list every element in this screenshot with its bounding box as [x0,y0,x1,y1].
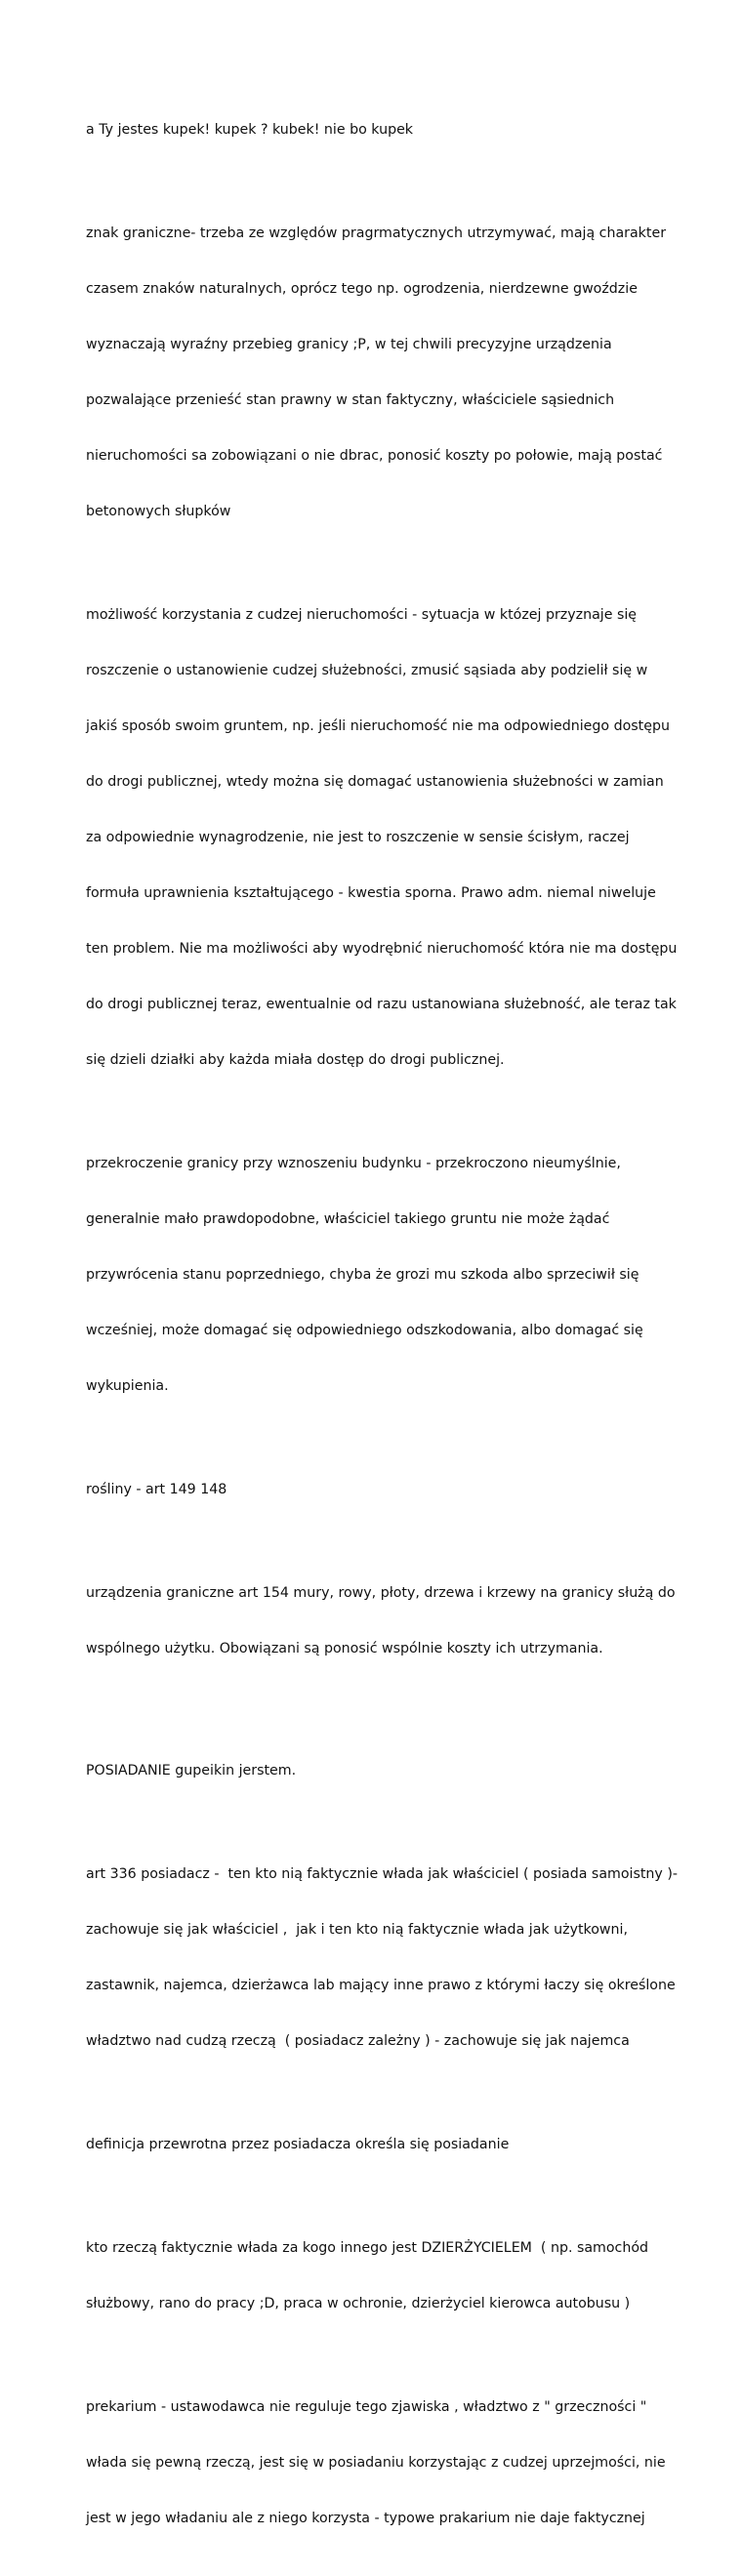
text-line: prekarium - ustawodawca nie reguluje tego zjawiska , władztwo z " grzeczności " [86,2399,647,2415]
text-line: wcześniej, może domagać się odpowiedniego odszkodowania, albo domagać się [86,1323,643,1338]
text-line: wyznaczają wyraźny przebieg granicy ;P, w tej chwili precyzyjne urządzenia [86,337,612,352]
paragraph-11 [86,2361,672,2565]
text-line: jakiś sposób swoim gruntem, np. jeśli nieruchomość nie ma odpowiedniego dostępu [86,718,670,734]
text-line: się dzieli działki aby każda miała dostęp do drogi publicznej. [86,1052,505,1068]
text-line: do drogi publicznej, wtedy można się domagać ustanowienia służebności w zamian [86,774,664,790]
paragraph-3 [86,569,678,1107]
paragraph-8 [86,1828,678,2088]
text-line: rośliny - art 149 148 [86,1482,227,1497]
text-line: do drogi publicznej teraz, ewentualnie od razu ustanowiana służebność, ale teraz tak [86,997,677,1012]
paragraph-9 [86,2099,672,2191]
text-line: a Ty jestes kupek! kupek ? kubek! nie bo kupek [86,122,414,138]
paragraph-1 [86,84,672,177]
paragraph-5 [86,1444,672,1536]
paragraph-6 [86,1547,676,1696]
text-line: art 336 posiadacz - ten kto nią faktycznie włada jak właściciel ( posiada samoistny )- [86,1866,678,1882]
text-line: pozwalające przenieść stan prawny w stan faktyczny, właściciele sąsiednich [86,392,615,408]
text-line: ten problem. Nie ma możliwości aby wyodrębnić nieruchomość która nie ma dostępu [86,941,678,957]
text-line: służbowy, rano do pracy ;D, praca w ochronie, dzierżyciel kierowca autobusu ) [86,2296,631,2311]
text-line: betonowych słupków [86,504,231,519]
paragraph-10 [86,2202,672,2351]
text-line: generalnie mało prawdopodobne, właściciel takiego gruntu nie może żądać [86,1211,610,1227]
text-line: jest w jego władaniu ale z niego korzysta - typowe prakarium nie daje faktycznej [86,2511,645,2526]
text-line: roszczenie o ustanowienie cudzej służebności, zmusić sąsiada aby podzielił się w [86,663,648,678]
text-line: formuła uprawnienia kształtującego - kwestia sporna. Prawo adm. niemal niweluje [86,885,656,901]
text-line: nieruchomości sa zobowiązani o nie dbrac, ponosić koszty po połowie, mają postać [86,448,663,464]
text-line: kto rzeczą faktycznie włada za kogo innego jest DZIERŻYCIELEM ( np. samochód [86,2240,649,2256]
text-line: przekroczenie granicy przy wznoszeniu budynku - przekroczono nieumyślnie, [86,1156,621,1171]
paragraph-7-heading [86,1725,672,1818]
text-line: czasem znaków naturalnych, oprócz tego np. ogrodzenia, nierdzewne gwoździe [86,281,638,297]
text-line: włada się pewną rzeczą, jest się w posiadaniu korzystając z cudzej uprzejmości, nie [86,2455,666,2471]
text-line: urządzenia graniczne art 154 mury, rowy, płoty, drzewa i krzewy na granicy służą do [86,1585,676,1601]
text-line: znak graniczne- trzeba ze względów pragrmatycznych utrzymywać, mają charakter [86,225,667,241]
text-line: przywrócenia stanu poprzedniego, chyba że grozi mu szkoda albo sprzeciwił się [86,1267,639,1283]
text-line: władztwo nad cudzą rzeczą ( posiadacz zależny ) - zachowuje się jak najemca [86,2033,630,2049]
text-line: wykupienia. [86,1378,169,1394]
text-line: zachowuje się jak właściciel , jak i ten kto nią faktycznie włada jak użytkowni, [86,1922,628,1938]
text-line: za odpowiednie wynagrodzenie, nie jest to roszczenie w sensie ścisłym, raczej [86,830,630,845]
paragraph-2 [86,187,672,558]
text-line: wspólnego użytku. Obowiązani są ponosić wspólnie koszty ich utrzymania. [86,1641,603,1656]
text-line: możliwość korzystania z cudzej nieruchomości - sytuacja w któzej przyznaje się [86,607,638,623]
paragraph-4 [86,1118,672,1433]
text-line: definicja przewrotna przez posiadacza określa się posiadanie [86,2137,510,2152]
text-line: zastawnik, najemca, dzierżawca lab mający inne prawo z którymi łaczy się określone [86,1978,676,1993]
text-line: POSIADANIE gupeikin jerstem. [86,1763,297,1779]
document-page [86,84,678,2576]
